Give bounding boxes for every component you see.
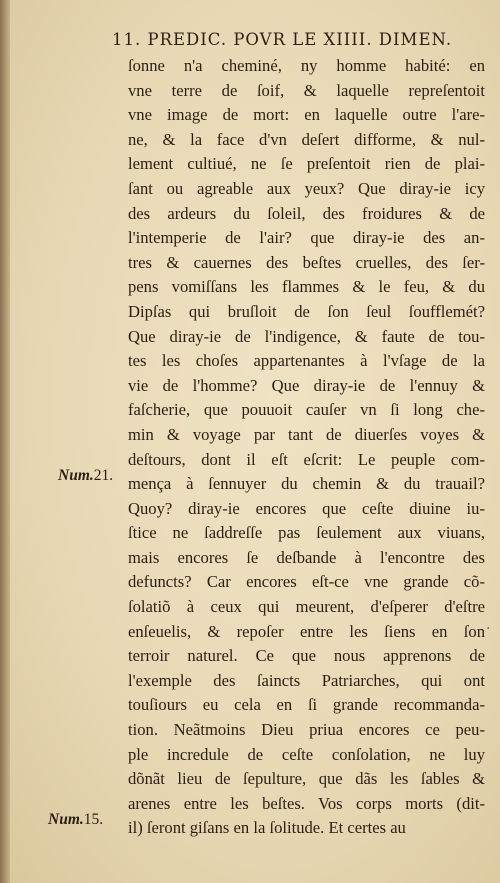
text-line: il) ſeront giſans en la ſolitude. Et certes au <box>128 818 406 838</box>
text-line: Quoy? diray-ie encores que ceſte diuine iu- <box>128 498 485 518</box>
text-line: enſeuelis, & repoſer entre les ſiens en ſon <box>128 621 485 641</box>
text-line: des ardeurs du ſoleil, des froidures & de <box>128 203 485 223</box>
text-line: tes les choſes appartenantes à l'vſage de la <box>128 351 485 371</box>
margin-note-num-21 <box>58 467 113 485</box>
text-line: deſtours, dont il eſt eſcrit: Le peuple com- <box>128 449 485 469</box>
text-line: vie de l'homme? Que diray-ie de l'ennuy & <box>128 375 485 395</box>
margin-note-abbr: Num. <box>58 467 94 484</box>
text-line: ſonne n'a cheminé, ny homme habité: en <box>128 56 485 75</box>
text-line: defuncts? Car encores eſt-ce vne grande cõ- <box>128 572 485 592</box>
text-line: mais encores ſe deſbande à l'encontre des <box>128 547 485 567</box>
text-line: arenes entre les beſtes. Vos corps morts (dit- <box>128 793 485 813</box>
text-line: ſant ou agreable aux yeux? Que diray-ie icy <box>128 178 485 198</box>
page-mark: · <box>486 621 491 637</box>
margin-note-number: 15. <box>83 811 104 828</box>
text-line: tres & cauernes des beſtes cruelles, des ſer- <box>128 252 485 272</box>
text-line: l'exemple des ſaincts Patriarches, qui ont <box>128 670 485 690</box>
margin-note-num-15 <box>48 811 103 829</box>
text-line: ne, & la face d'vn deſert difforme, & nul- <box>128 129 485 149</box>
margin-note-number: 21. <box>93 467 114 484</box>
margin-note-abbr: Num. <box>48 811 84 828</box>
text-line: faſcherie, que pouuoit cauſer vn ſi long che- <box>128 400 485 420</box>
text-line: Que diray-ie de l'indigence, & faute de tou- <box>128 326 485 346</box>
text-line: ple incredule de ceſte conſolation, ne luy <box>128 744 485 764</box>
body-text <box>128 54 485 841</box>
text-line: dõnãt lieu de ſepulture, que dãs les ſables & <box>128 769 485 789</box>
running-head: 11. PREDIC. POVR LE XIIII. DIMEN. <box>112 30 453 49</box>
text-line: touſiours eu cela en ſi grande recommanda- <box>128 695 485 715</box>
text-line: tion. Neãtmoins Dieu priua encores ce peu- <box>128 720 485 740</box>
text-line: vne image de mort: en laquelle outre l'are- <box>128 105 485 125</box>
text-line: l'intemperie de l'air? que diray-ie des an- <box>128 228 485 248</box>
text-line: lement cultiué, ne ſe preſentoit rien de plai- <box>128 154 485 174</box>
text-line: pens vomiſſans les flammes & le feu, & du <box>128 277 485 297</box>
text-line: ſolatiõ à ceux qui meurent, d'eſperer d'eſtre <box>128 597 485 617</box>
text-line: min & voyage par tant de diuerſes voyes & <box>128 424 485 444</box>
text-line: vne terre de ſoif, & laquelle repreſentoit <box>128 80 485 100</box>
text-line: Dipſas qui bruſloit de ſon ſeul ſoufflemét? <box>128 301 485 321</box>
text-line: ſtice ne ſaddreſſe pas ſeulement aux viuans, <box>128 523 485 543</box>
text-line: mença à ſennuyer du chemin & du trauail? <box>128 474 485 494</box>
page-gutter-shadow <box>0 0 10 883</box>
text-line: terroir naturel. Ce que nous apprenons de <box>128 646 485 666</box>
